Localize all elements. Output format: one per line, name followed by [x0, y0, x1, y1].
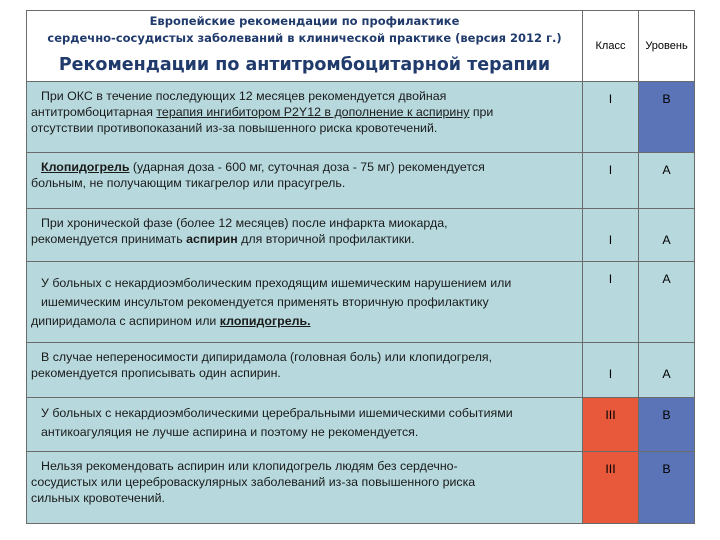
slide-subtitle	[27, 11, 582, 47]
level-value: B	[662, 462, 671, 476]
recommendation-text: (ударная доза - 600 мг, суточная доза - 75 мг) рекомендуется	[129, 160, 485, 174]
level-value: A	[662, 272, 671, 286]
table-row	[27, 82, 695, 153]
recommendation-text: дипиридамола с аспирином или	[31, 314, 220, 328]
class-cell	[583, 262, 639, 343]
column-header-level: Уровень	[639, 11, 695, 82]
recommendation-text: больным, не получающим тикагрелор или прасугрель.	[31, 176, 346, 190]
recommendation-text: ишемическим инсультом рекомендуется применять вторичную профилактику	[41, 295, 489, 309]
class-cell	[583, 82, 639, 153]
level-cell	[639, 343, 695, 398]
class-value: I	[608, 163, 613, 177]
table-header-cell	[27, 11, 583, 82]
level-value: A	[662, 233, 671, 247]
recommendation-cell	[27, 82, 583, 153]
table-row	[27, 153, 695, 209]
subtitle-line-2: сердечно-сосудистых заболеваний в клинической практике (версия 2012 г.)	[47, 31, 562, 45]
level-value: B	[662, 408, 671, 422]
recommendation-text: при	[469, 105, 494, 119]
recommendation-text: У больных с некардиоэмболическими церебральными ишемическими событиями	[41, 406, 513, 420]
slide-title: Рекомендации по антитромбоцитарной терапии	[58, 55, 551, 75]
level-cell	[639, 452, 695, 524]
recommendations-slide	[26, 10, 694, 527]
recommendation-text: отсутствии противопоказаний из-за повышенного риска кровотечений.	[31, 121, 438, 135]
class-value: I	[608, 92, 613, 106]
recommendation-text: антикоагуляция не лучше аспирина и поэтому не рекомендуется.	[41, 425, 419, 439]
recommendation-text: При хронической фазе (более 12 месяцев) после инфаркта миокарда,	[41, 216, 448, 230]
recommendation-text: рекомендуется принимать	[31, 232, 187, 246]
recommendation-text: рекомендуется прописывать один аспирин.	[31, 366, 281, 380]
class-value: I	[608, 367, 613, 381]
class-cell	[583, 209, 639, 262]
recommendation-text: У больных с некардиоэмболическим преходящим ишемическим нарушением или	[41, 276, 512, 290]
class-cell	[583, 343, 639, 398]
level-cell	[639, 262, 695, 343]
class-cell	[583, 153, 639, 209]
recommendation-text: При ОКС в течение последующих 12 месяцев рекомендуется двойная	[41, 89, 447, 103]
table-row	[27, 209, 695, 262]
level-cell	[639, 209, 695, 262]
level-value: A	[662, 367, 671, 381]
recommendations-table	[26, 10, 695, 524]
recommendation-text: для вторичной профилактики.	[237, 232, 415, 246]
level-cell	[639, 153, 695, 209]
table-row	[27, 343, 695, 398]
recommendation-text: сильных кровотечений.	[31, 491, 165, 505]
level-cell	[639, 82, 695, 153]
table-row	[27, 452, 695, 524]
level-cell	[639, 398, 695, 452]
recommendation-cell	[27, 398, 583, 452]
recommendation-text-drug: аспирин	[186, 232, 238, 246]
column-header-class: Класс	[583, 11, 639, 82]
recommendation-text: Нельзя рекомендовать аспирин или клопидогрель людям без сердечно-	[41, 459, 458, 473]
recommendation-text: В случае непереносимости дипиридамола (головная боль) или клопидогреля,	[41, 350, 493, 364]
recommendation-text: сосудистых или цереброваскулярных заболеваний из-за повышенного риска	[31, 475, 476, 489]
table-row	[27, 398, 695, 452]
recommendation-text: антитромбоцитарная	[31, 105, 157, 119]
subtitle-line-1: Европейские рекомендации по профилактике	[149, 14, 460, 28]
class-value: III	[605, 462, 616, 476]
recommendation-cell	[27, 452, 583, 524]
level-value: A	[662, 163, 671, 177]
class-cell	[583, 452, 639, 524]
recommendation-cell	[27, 262, 583, 343]
recommendation-text-drug: Клопидогрель	[41, 160, 130, 174]
class-value: III	[605, 408, 616, 422]
class-value: I	[608, 272, 613, 286]
recommendation-text-underlined: терапия ингибитором Р2Y12 в дополнение к аспирину	[156, 105, 470, 119]
class-value: I	[608, 233, 613, 247]
recommendation-cell	[27, 209, 583, 262]
table-row	[27, 262, 695, 343]
level-value: B	[662, 92, 671, 106]
recommendation-text-drug: клопидогрель.	[219, 314, 311, 328]
recommendation-cell	[27, 153, 583, 209]
class-cell	[583, 398, 639, 452]
recommendation-cell	[27, 343, 583, 398]
